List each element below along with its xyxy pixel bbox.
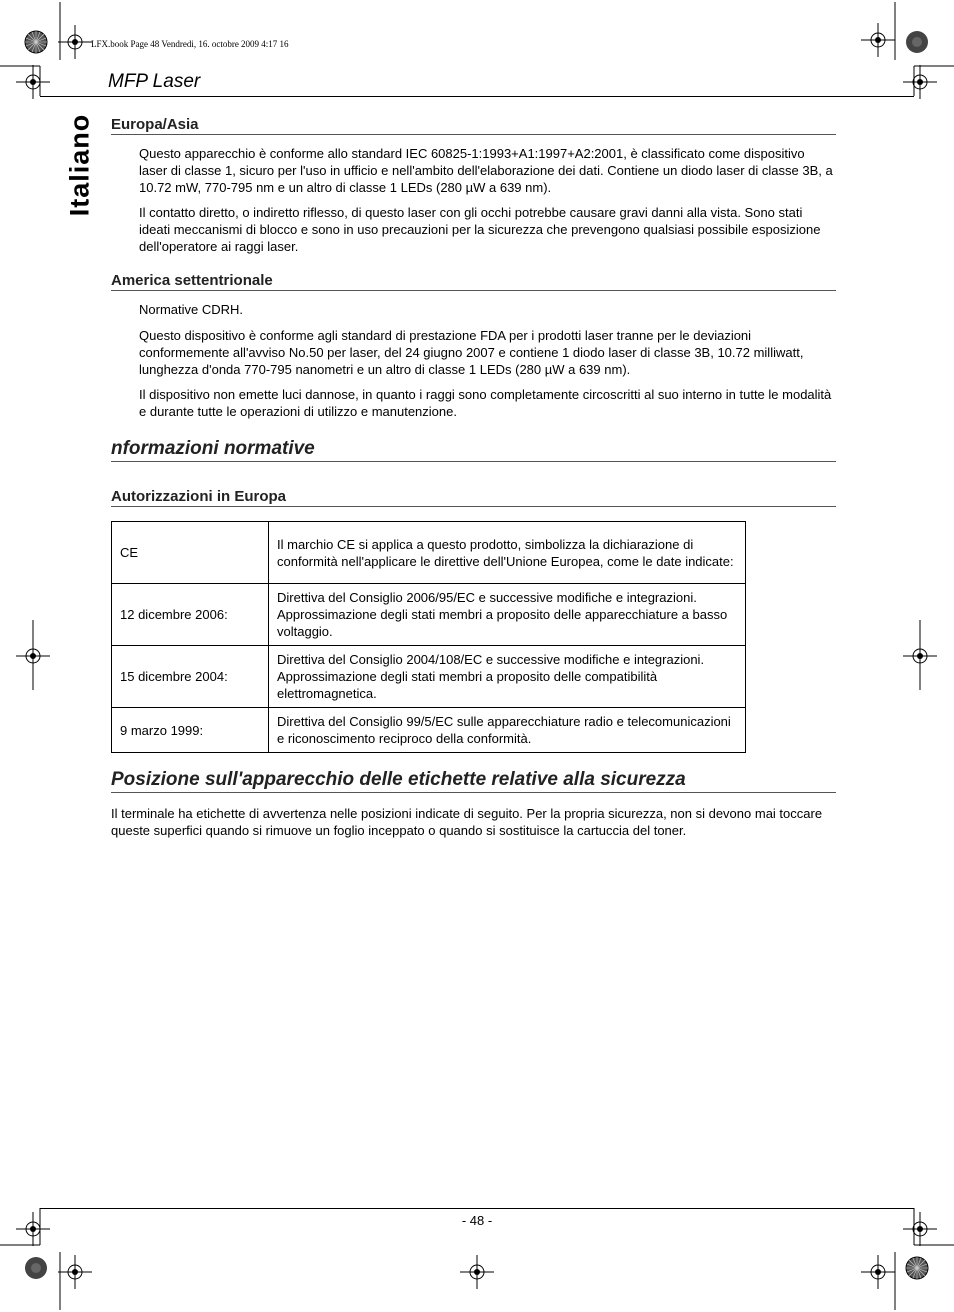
table-cell-text: Direttiva del Consiglio 2006/95/EC e successive modifiche e integrazioni. Approssimazione degli stati membri a proposito delle apparecchiature a basso voltaggio. [269,584,746,646]
authorization-table [111,521,746,753]
table-cell-date: 9 marzo 1999: [112,708,269,753]
paragraph: Questo dispositivo è conforme agli standard di prestazione FDA per i prodotti laser tranne per le deviazioni conformemente all'avviso No.50 per laser, del 24 giugno 2007 e contiene 1 diodo laser di classe 3B, 10.72 milliwatt, lunghezza d'onda 770-795 nanometri e un altro di classe 1 LEDs (280 µW a 639 nm). [139,328,804,377]
table-cell-text: Direttiva del Consiglio 99/5/EC sulle apparecchiature radio e telecomunicazioni e riconoscimento reciproco della conformità. [269,708,746,753]
table-row [112,708,746,753]
table-row [112,584,746,646]
print-header: LFX.book Page 48 Vendredi, 16. octobre 2009 4:17 16 [91,39,289,49]
heading-america: America settentrionale [111,272,836,291]
table-row [112,646,746,708]
running-title: MFP Laser [108,71,201,92]
table-cell-text: Il marchio CE si applica a questo prodotto, simbolizza la dichiarazione di conformità nell'applicare le direttive dell'Unione Europea, come le date indicate: [269,522,746,584]
heading-europa-asia: Europa/Asia [111,116,836,135]
heading-autorizzazioni: Autorizzazioni in Europa [111,488,836,507]
table-cell-date: 15 dicembre 2004: [112,646,269,708]
paragraph: Il dispositivo non emette luci dannose, in quanto i raggi sono completamente circoscritti al suo interno in tutte le modalità e durante tutte le operazioni di utilizzo e manutenzione. [139,387,832,419]
table-row [112,522,746,584]
header-rule [40,96,914,97]
language-tab-label: Italiano [64,113,95,217]
language-tab [58,113,102,217]
paragraph: Questo apparecchio è conforme allo standard IEC 60825-1:1993+A1:1997+A2:2001, è classificato come dispositivo laser di classe 1, sicuro per l'uso in ufficio e nell'ambito dell'elaborazione dei dati. Contiene un diodo laser di classe 3B, a 10.72 mW, 770-795 nm e un altro di classe 1 LEDs (280 µW a 639 nm). [139,146,833,195]
footer-rule [40,1208,914,1209]
paragraph: Normative CDRH. [139,302,244,317]
table-cell-text: Direttiva del Consiglio 2004/108/EC e successive modifiche e integrazioni. Approssimazione degli stati membri a proposito delle compatibilità elettromagnetica. [269,646,746,708]
heading-normative: nformazioni normative [111,438,836,462]
page-number: - 48 - [461,1213,493,1228]
paragraph: Il terminale ha etichette di avvertenza nelle posizioni indicate di seguito. Per la propria sicurezza, non si devono mai toccare queste superfici quando si rimuove un foglio inceppato o quando si sostituisce la cartuccia del toner. [111,806,823,838]
table-cell-date: CE [112,522,269,584]
table-cell-date: 12 dicembre 2006: [112,584,269,646]
heading-posizione: Posizione sull'apparecchio delle etichette relative alla sicurezza [111,769,836,793]
paragraph: Il contatto diretto, o indiretto riflesso, di questo laser con gli occhi potrebbe causare gravi danni alla vista. Sono stati ideati meccanismi di blocco e sono in uso precauzioni per la sicurezza che prevengono qualsiasi possibile esposizione dell'operatore ai raggi laser. [139,205,821,254]
